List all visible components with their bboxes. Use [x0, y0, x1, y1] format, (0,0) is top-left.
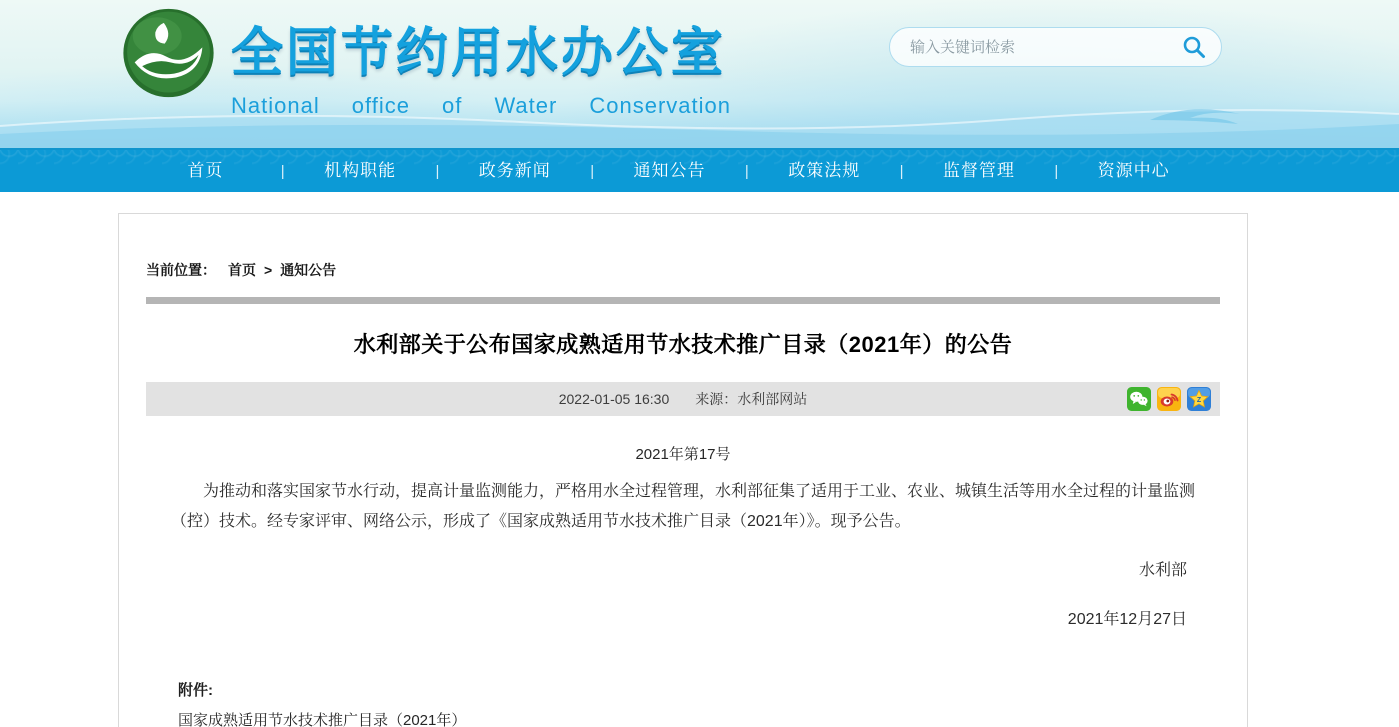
search-box[interactable] [889, 27, 1222, 67]
nav-item-news[interactable]: 政务新闻 [478, 161, 551, 180]
article-title: 水利部关于公布国家成熟适用节水技术推广目录（2021年）的公告 [353, 332, 1013, 357]
signature-block [146, 557, 1187, 629]
nav-separator: | [744, 162, 749, 180]
nav-item-resources[interactable]: 资源中心 [1097, 161, 1170, 180]
content-panel [118, 213, 1248, 727]
attachment-label: 附件: [178, 682, 213, 699]
breadcrumb-label: 当前位置： [146, 262, 216, 278]
nav-item-supervision[interactable]: 监督管理 [942, 161, 1015, 180]
publish-time: 2022-01-05 16:30 [558, 391, 670, 407]
qzone-share-icon[interactable] [1187, 387, 1211, 411]
article-source: 来源：水利部网站 [695, 391, 808, 407]
nav-separator: | [899, 162, 904, 180]
section-divider [146, 297, 1220, 304]
document-number: 2021年第17号 [635, 446, 731, 463]
share-buttons [1127, 387, 1211, 411]
breadcrumb-separator: > [264, 262, 273, 278]
wechat-share-icon[interactable] [1127, 387, 1151, 411]
weibo-share-icon[interactable] [1157, 387, 1181, 411]
breadcrumb-current-link[interactable]: 通知公告 [280, 262, 337, 278]
nav-item-notices[interactable]: 通知公告 [633, 161, 706, 180]
search-icon[interactable] [1181, 34, 1207, 60]
article-meta-bar [146, 382, 1220, 416]
nav-item-home[interactable]: 首页 [187, 161, 224, 180]
breadcrumb-home-link[interactable]: 首页 [228, 262, 256, 278]
svg-text:Z: Z [1196, 396, 1202, 404]
main-nav [0, 148, 1399, 192]
attachment-section [178, 679, 1220, 727]
nav-separator: | [1054, 162, 1059, 180]
signature-org: 水利部 [1138, 562, 1187, 579]
article-body: 为推动和落实国家节水行动，提高计量监测能力，严格用水全过程管理，水利部征集了适用于工业、农业、城镇生活等用水全过程的计量监测（控）技术。经专家评审、网络公示，形成了《国家成熟适用节水技术推广目录（2021年）》。现予公告。 [171, 483, 1196, 530]
nav-item-functions[interactable]: 机构职能 [324, 161, 397, 180]
attachment-link[interactable]: 国家成熟适用节水技术推广目录（2021年） [178, 712, 467, 727]
site-logo[interactable] [120, 6, 217, 100]
brand-block [231, 10, 731, 119]
nav-item-policies[interactable]: 政策法规 [788, 161, 861, 180]
breadcrumb [146, 260, 1220, 280]
search-input[interactable] [910, 39, 1181, 56]
nav-separator: | [435, 162, 440, 180]
nav-separator: | [590, 162, 595, 180]
nav-separator: | [280, 162, 285, 180]
signature-date: 2021年12月27日 [1067, 611, 1187, 628]
site-subtitle: National office of Water Conservation [231, 93, 731, 118]
site-title: 全国节约用水办公室 [231, 24, 727, 82]
site-header [0, 0, 1399, 148]
